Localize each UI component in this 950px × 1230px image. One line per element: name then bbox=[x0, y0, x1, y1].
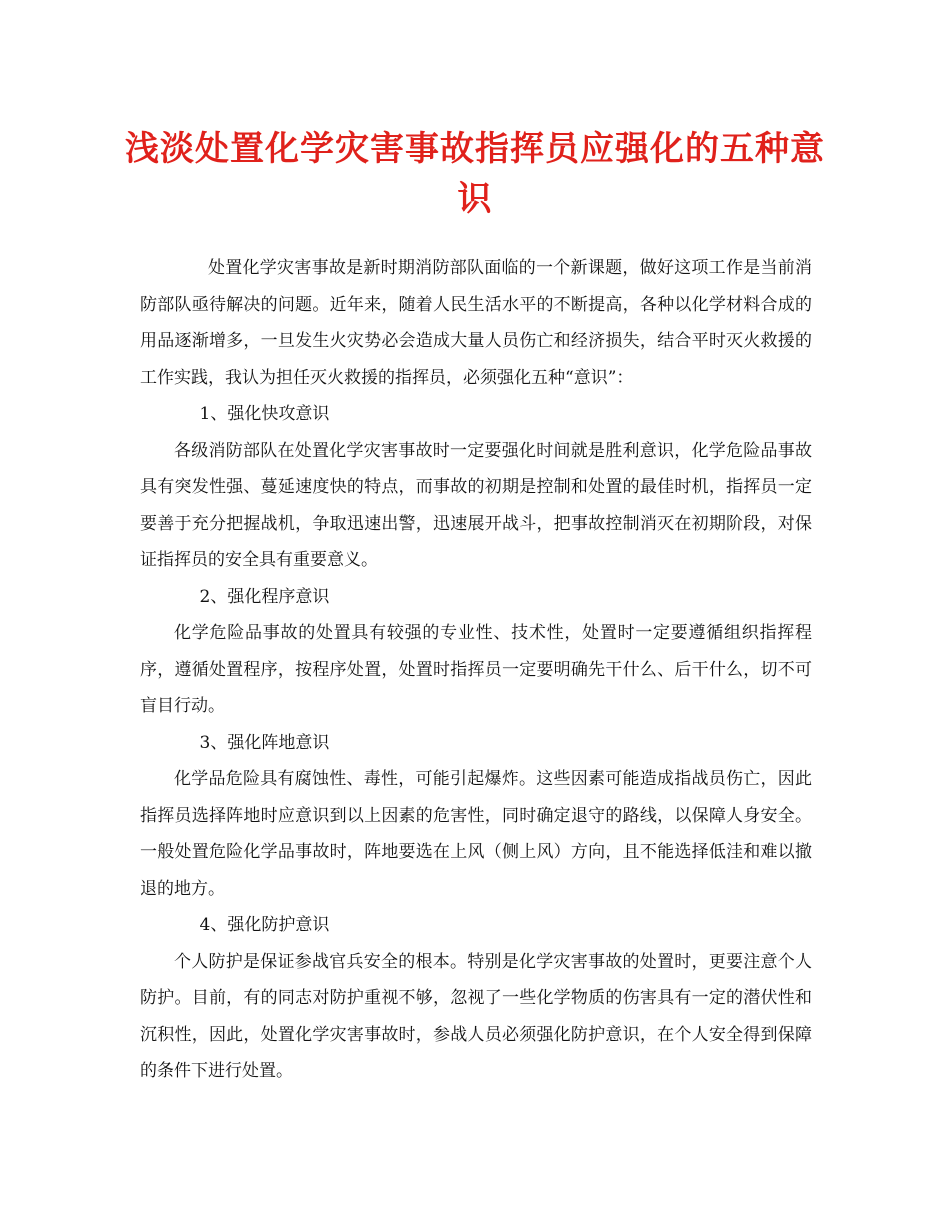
section-paragraph-3: 化学品危险具有腐蚀性、毒性，可能引起爆炸。这些因素可能造成指战员伤亡，因此指挥员选择阵地时应意识到以上因素的危害性，同时确定退守的路线，以保障人身安全。一般处置危险化学品事故时，阵地要选在上风（侧上风）方向，且不能选择低洼和难以撤退的地方。 bbox=[140, 769, 812, 899]
section-heading-1: 1、强化快攻意识 bbox=[199, 404, 330, 424]
document-body bbox=[140, 250, 812, 1090]
section-paragraph-2: 化学危险品事故的处置具有较强的专业性、技术性，处置时一定要遵循组织指挥程序，遵循处置程序，按程序处置，处置时指挥员一定要明确先干什么、后干什么，切不可盲目行动。 bbox=[140, 623, 812, 716]
section-paragraph-1: 各级消防部队在处置化学灾害事故时一定要强化时间就是胜利意识，化学危险品事故具有突发性强、蔓延速度快的特点，而事故的初期是控制和处置的最佳时机，指挥员一定要善于充分把握战机，争取迅速出警，迅速展开战斗，把事故控制消灭在初期阶段，对保证指挥员的安全具有重要意义。 bbox=[140, 440, 812, 570]
section-paragraph-4: 个人防护是保证参战官兵安全的根本。特别是化学灾害事故的处置时，更要注意个人防护。目前，有的同志对防护重视不够，忽视了一些化学物质的伤害具有一定的潜伏性和沉积性，因此，处置化学灾害事故时，参战人员必须强化防护意识，在个人安全得到保障的条件下进行处置。 bbox=[140, 951, 812, 1081]
intro-paragraph: 处置化学灾害事故是新时期消防部队面临的一个新课题，做好这项工作是当前消防部队亟待解决的问题。近年来，随着人民生活水平的不断提高，各种以化学材料合成的用品逐渐增多，一旦发生火灾势必会造成大量人员伤亡和经济损失，结合平时灭火救援的工作实践，我认为担任灭火救援的指挥员，必须强化五种“意识”： bbox=[140, 258, 812, 388]
section-heading-4: 4、强化防护意识 bbox=[199, 915, 330, 935]
section-heading-3: 3、强化阵地意识 bbox=[199, 732, 330, 753]
section-heading-2: 2、强化程序意识 bbox=[199, 586, 330, 607]
document-title: 浅淡处置化学灾害事故指挥员应强化的五种意识 bbox=[125, 129, 825, 219]
